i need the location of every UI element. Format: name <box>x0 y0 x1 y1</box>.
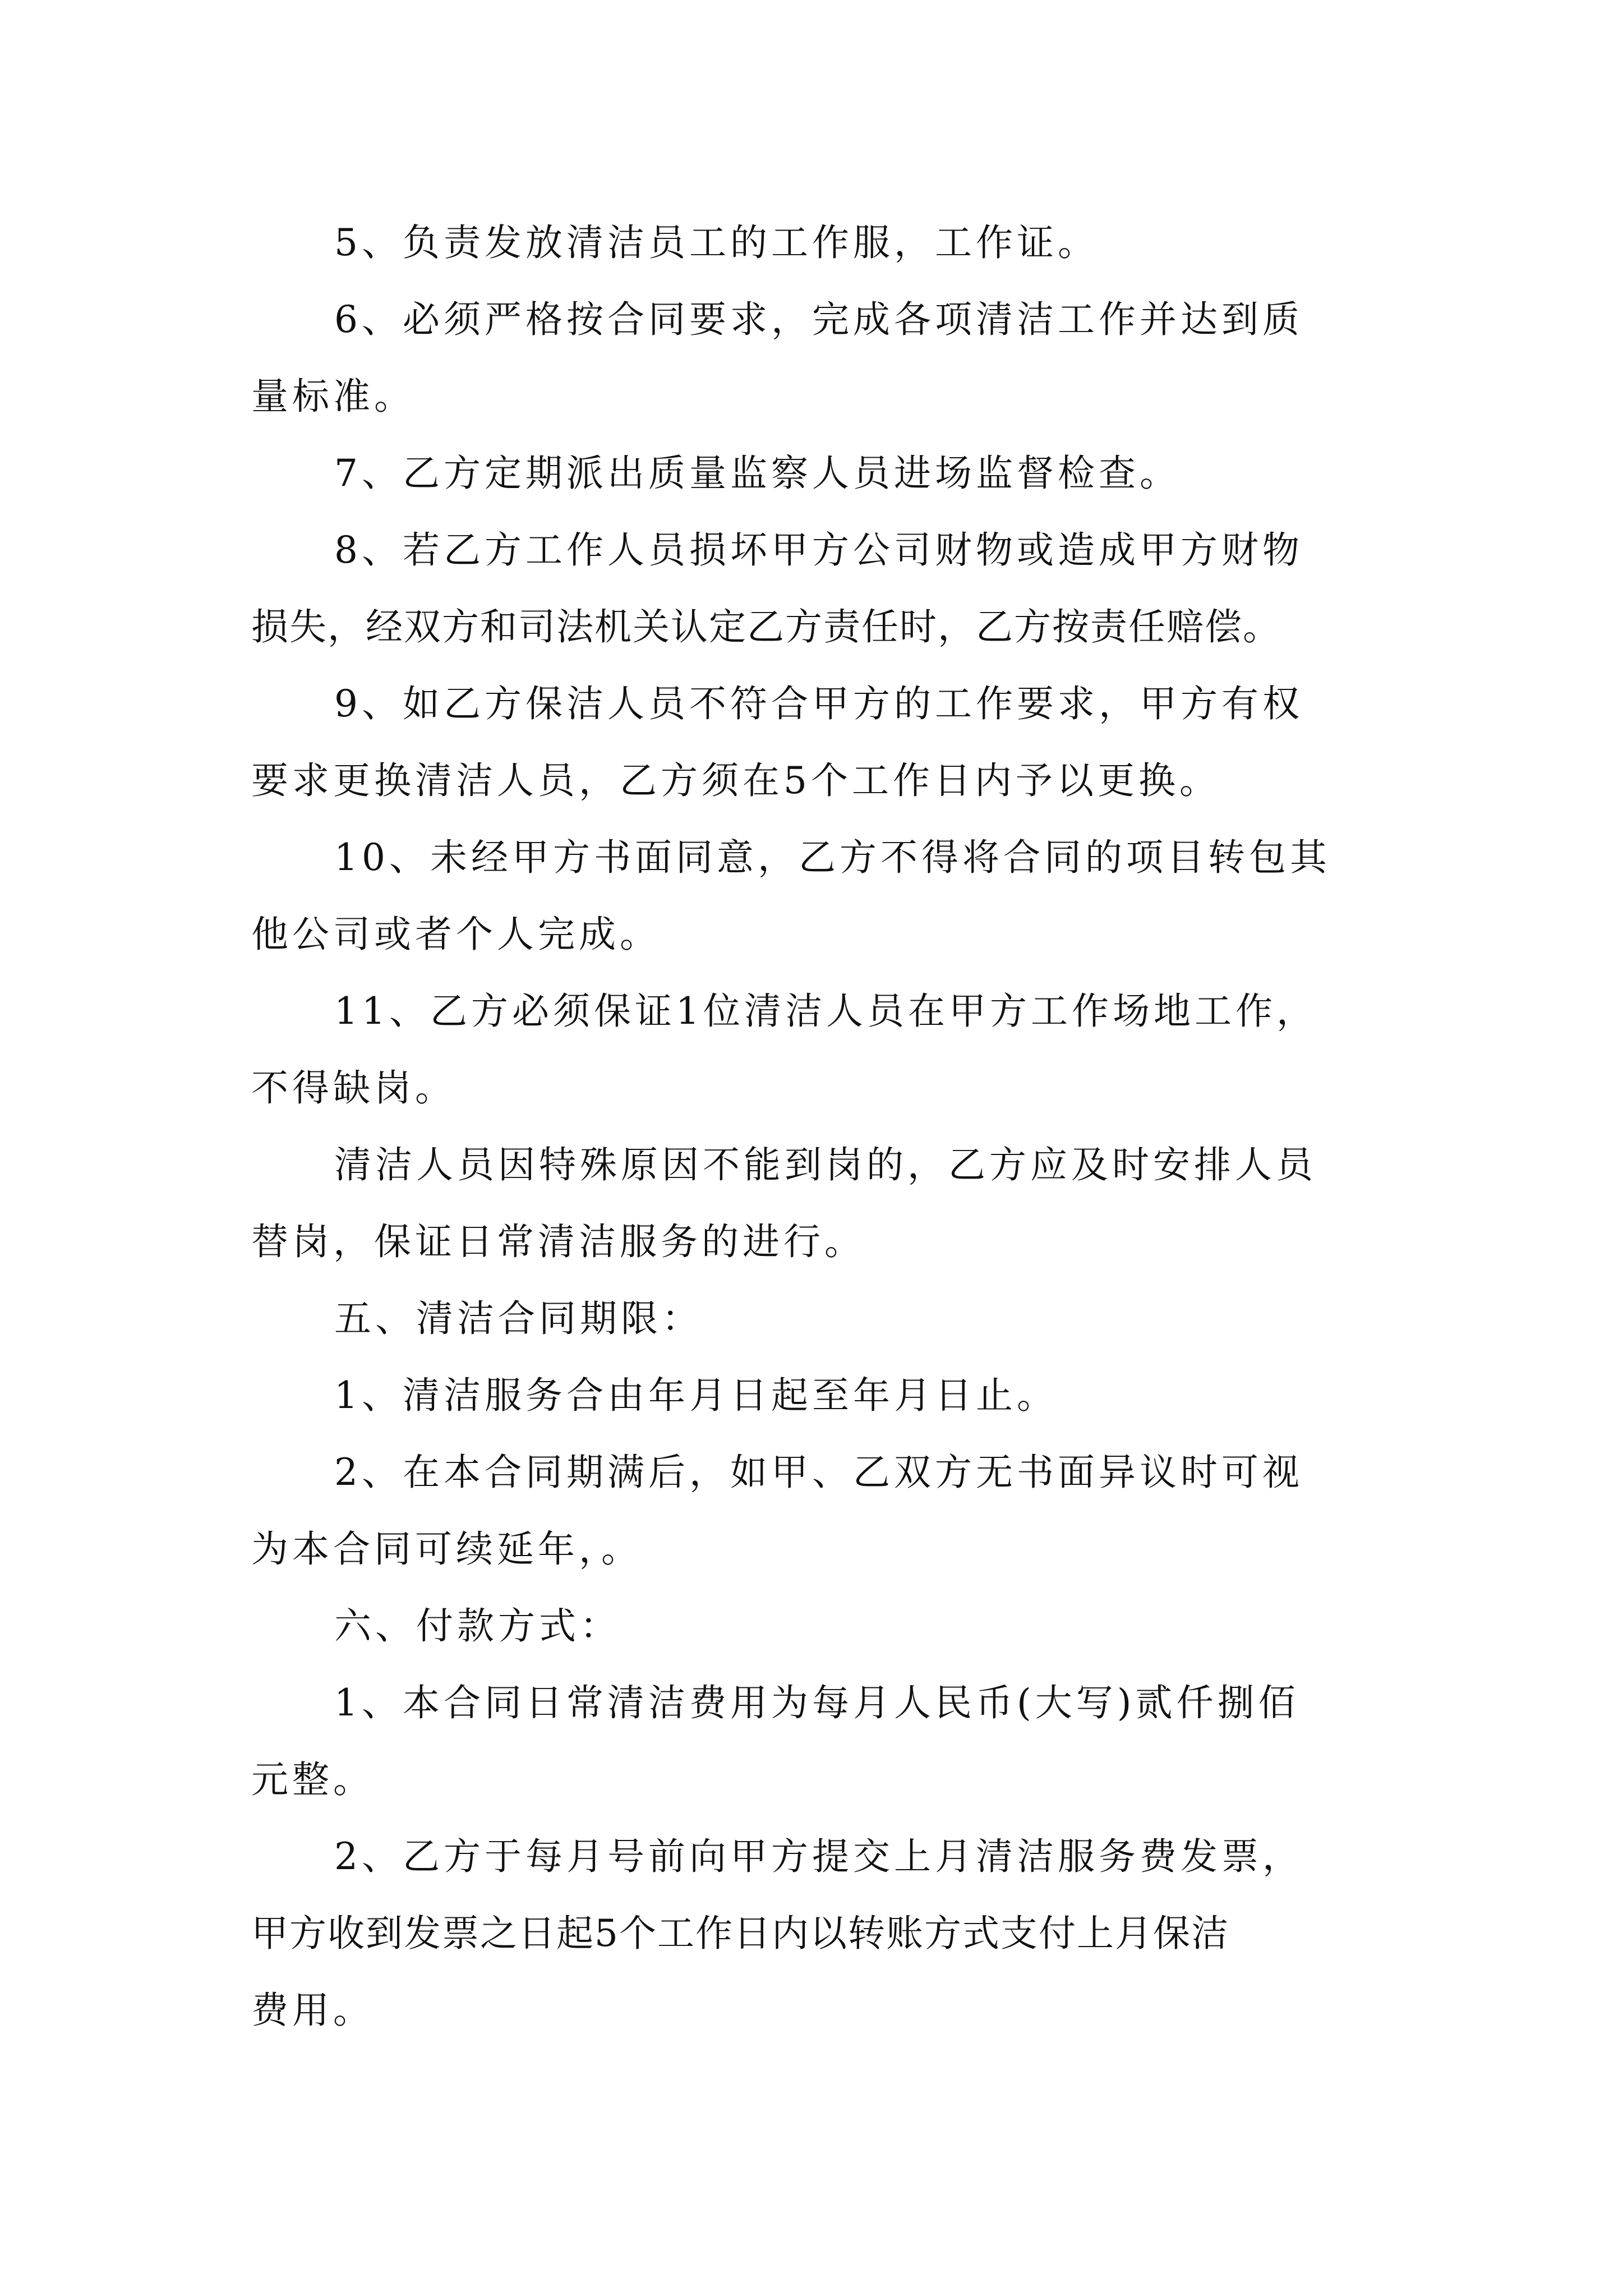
text-line: 甲方收到发票之日起5个工作日内以转账方式支付上月保洁 <box>251 1912 1229 1955</box>
text-line: 替岗，保证日常清洁服务的进行。 <box>251 1220 865 1263</box>
text-line: 费用。 <box>251 1989 374 2032</box>
text-line: 损失，经双方和司法机关认定乙方责任时，乙方按责任赔偿。 <box>251 605 1281 648</box>
text-line: 1、本合同日常清洁费用为每月人民币(大写)贰仟捌佰 <box>334 1681 1299 1724</box>
text-line: 清洁人员因特殊原因不能到岗的，乙方应及时安排人员 <box>334 1143 1317 1186</box>
text-line: 元整。 <box>251 1758 374 1801</box>
text-line: 6、必须严格按合同要求，完成各项清洁工作并达到质 <box>334 298 1303 341</box>
text-line: 7、乙方定期派出质量监察人员进场监督检查。 <box>334 452 1181 495</box>
text-line: 不得缺岗。 <box>251 1066 456 1110</box>
section-heading: 六、付款方式： <box>334 1604 621 1648</box>
text-line: 10、未经甲方书面同意，乙方不得将合同的项目转包其 <box>334 836 1331 879</box>
text-line: 1、清洁服务合由年月日起至年月日止。 <box>334 1374 1058 1417</box>
section-heading: 五、清洁合同期限： <box>334 1297 703 1340</box>
text-line: 他公司或者个人完成。 <box>251 913 661 956</box>
text-line: 为本合同可续延年，。 <box>251 1527 642 1571</box>
text-line: 9、如乙方保洁人员不符合甲方的工作要求，甲方有权 <box>334 682 1303 725</box>
text-line: 8、若乙方工作人员损坏甲方公司财物或造成甲方财物 <box>334 528 1303 572</box>
text-line: 2、在本合同期满后，如甲、乙双方无书面异议时可视 <box>334 1451 1303 1494</box>
text-line: 要求更换清洁人员，乙方须在5个工作日内予以更换。 <box>251 759 1220 802</box>
text-line: 量标准。 <box>251 375 415 418</box>
text-line: 11、乙方必须保证1位清洁人员在甲方工作场地工作， <box>334 990 1317 1033</box>
text-line: 5、负责发放清洁员工的工作服，工作证。 <box>334 221 1099 264</box>
text-line: 2、乙方于每月号前向甲方提交上月清洁服务费发票， <box>334 1835 1303 1878</box>
